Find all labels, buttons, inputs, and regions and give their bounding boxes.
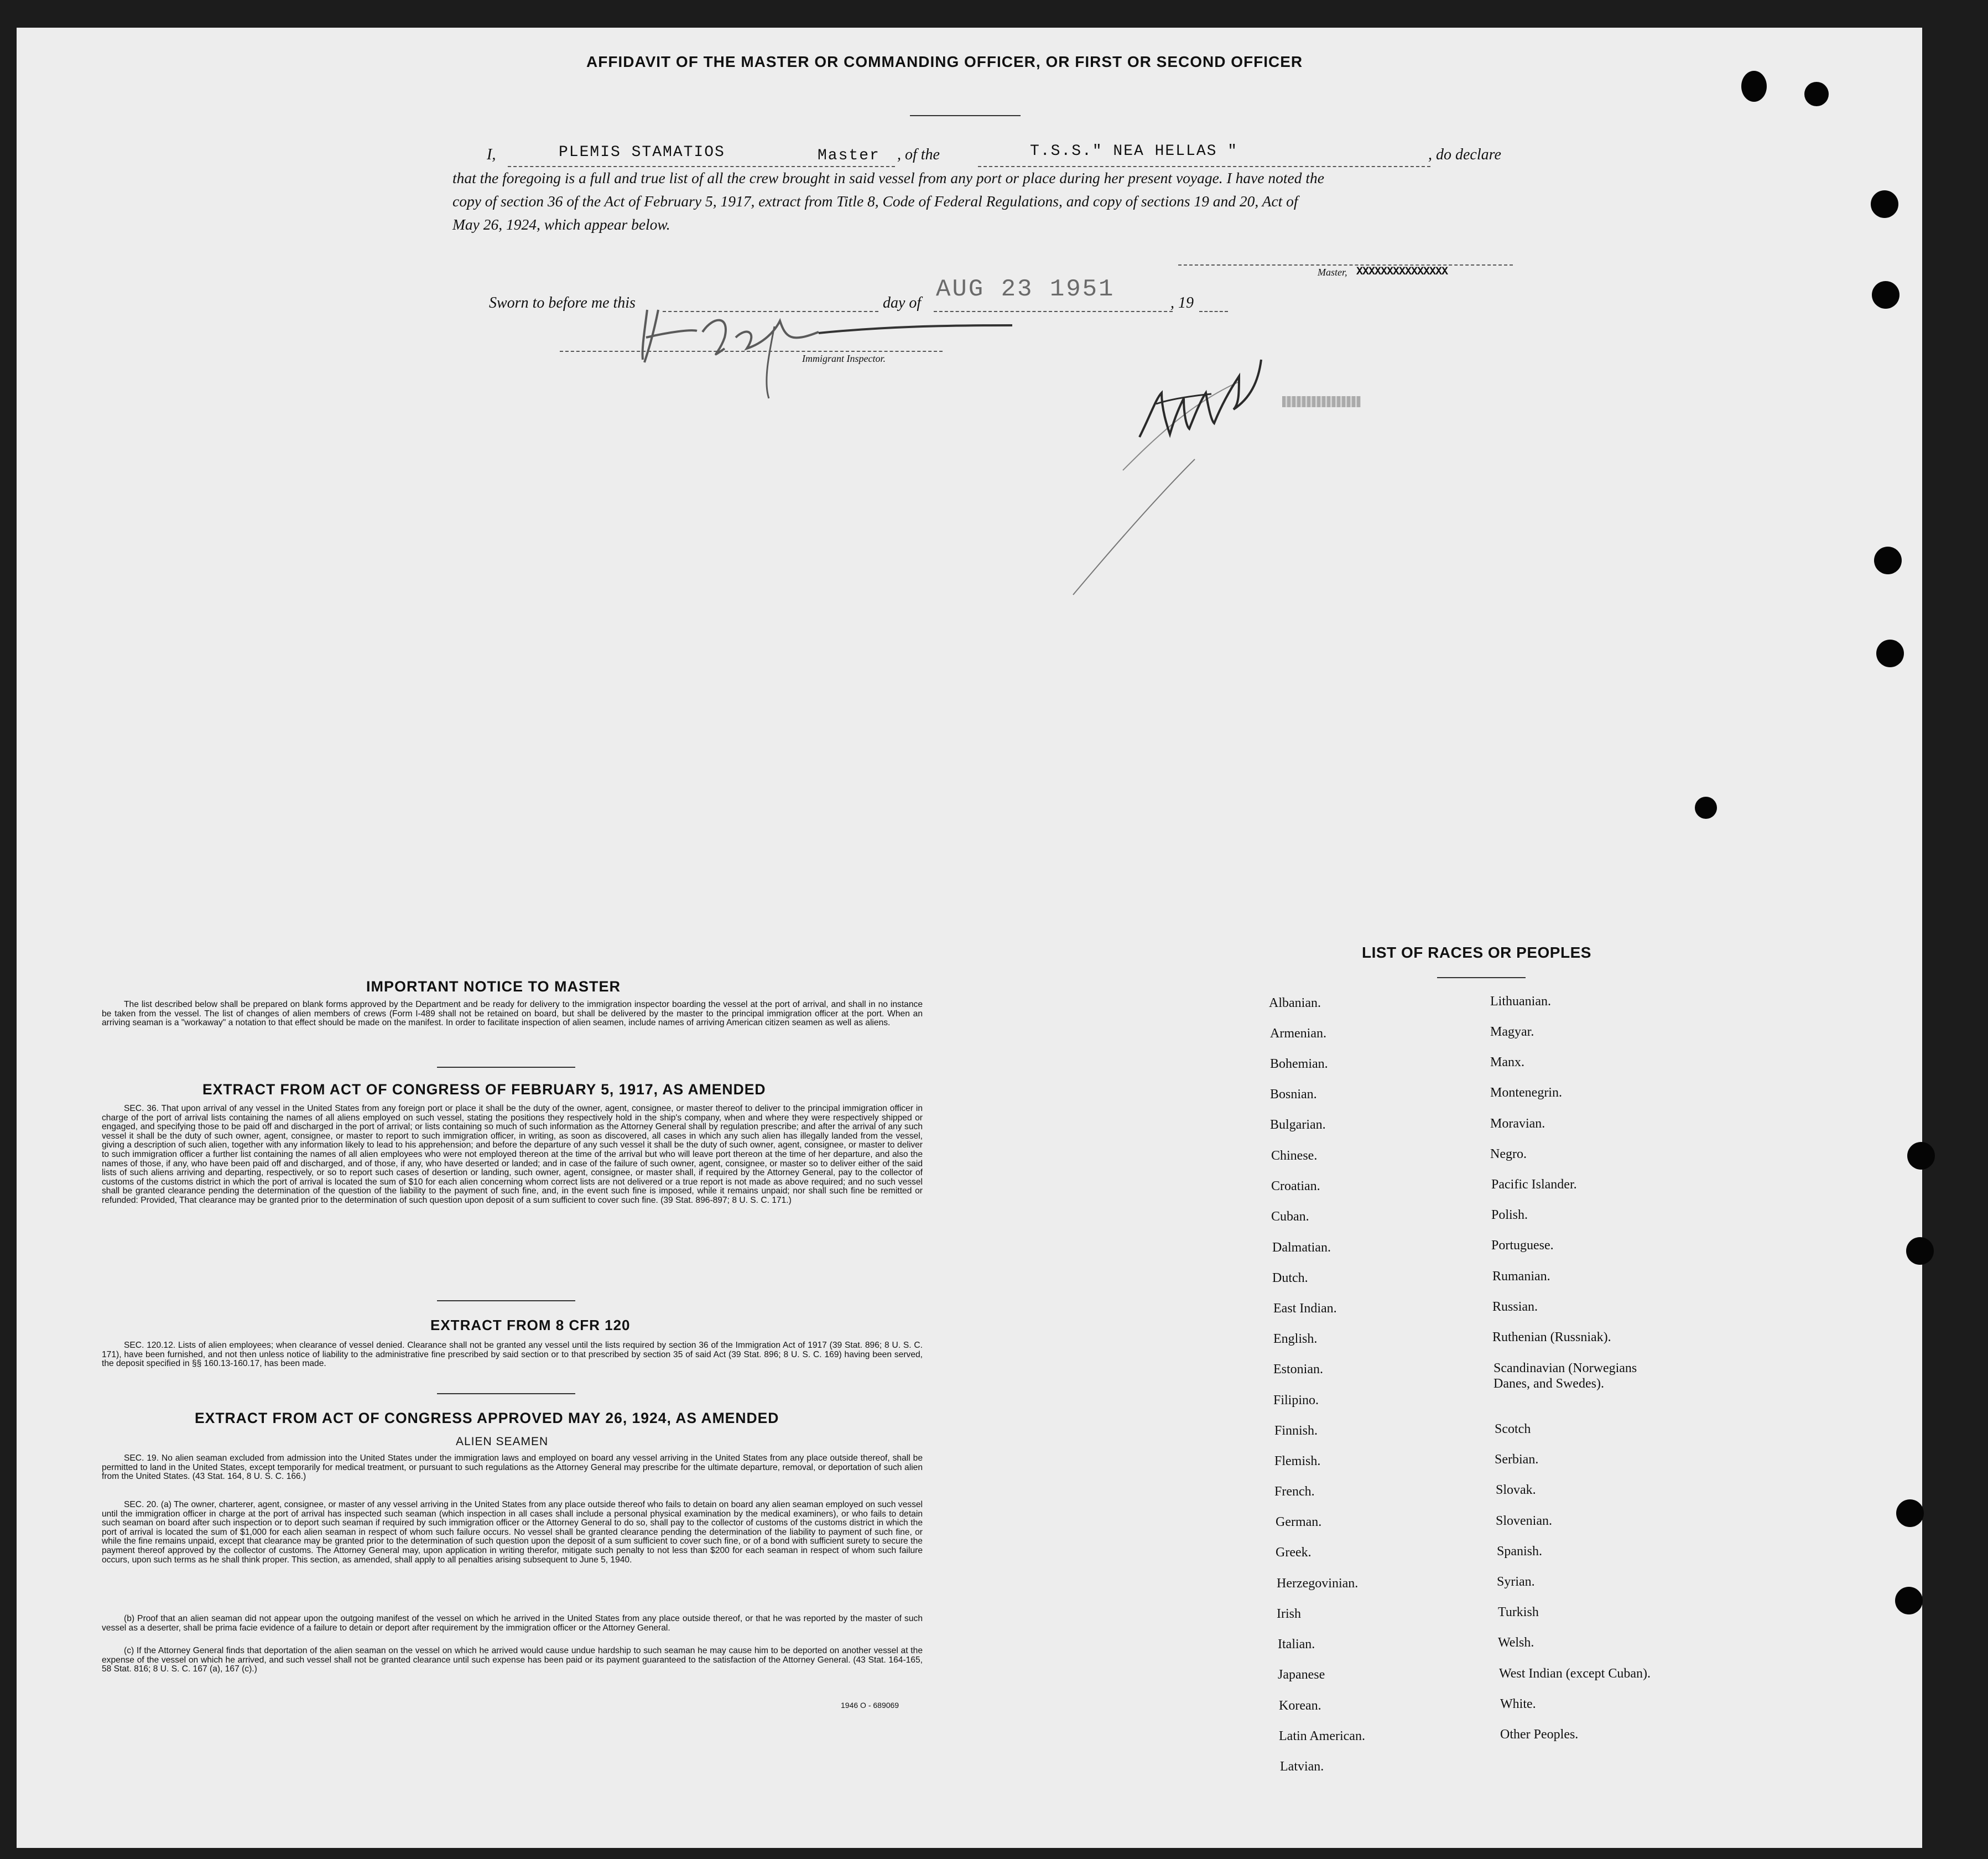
punch-hole (1896, 1499, 1924, 1527)
print-code: 1946 O - 689069 (841, 1701, 899, 1710)
master-name: PLEMIS STAMATIOS (559, 144, 725, 161)
of-the-label: , of the (897, 146, 940, 163)
race-item: Slovak. (1496, 1483, 1536, 1497)
race-item: Bohemian. (1270, 1057, 1328, 1071)
title-divider (910, 115, 1021, 116)
race-item: Filipino. (1273, 1393, 1319, 1408)
race-item: Rumanian. (1492, 1269, 1550, 1284)
race-item: Dalmatian. (1272, 1240, 1331, 1255)
race-item: Moravian. (1490, 1117, 1545, 1131)
race-item: Ruthenian (Russniak). (1492, 1330, 1611, 1344)
sec20b-body: (b) Proof that an alien seaman did not appear upon the outgoing manifest of the vessel on which he arrived in the United States from any place outside thereof, or that he was reported by the master of such vessel as a deserter, shall be prima facie evidence of a failure to detain or deport after requirement by the immigration officer or the Attorney General. (102, 1614, 923, 1633)
race-item: Albanian. (1269, 996, 1321, 1010)
extract-1924-title: EXTRACT FROM ACT OF CONGRESS APPROVED MAY 26, 1924, AS AMENDED (195, 1410, 779, 1426)
race-item: Syrian. (1497, 1575, 1535, 1589)
race-item: Finnish. (1274, 1424, 1318, 1438)
sec19-body: SEC. 19. No alien seaman excluded from admission into the United States under the immigration laws and employed on board any vessel arriving in the United States from any place outside thereof, shall be permitted to land in the United States, except temporarily for medical treatment, or pursuant to such regulations as the Attorney General may prescribe for the ultimate departure, removal, or deportation of such alien from the United States. (43 Stat. 164, 8 U. S. C. 166.) (102, 1453, 923, 1482)
race-item: Armenian. (1270, 1026, 1326, 1041)
date-stamp: AUG 23 1951 (936, 276, 1115, 303)
sworn-label: Sworn to before me this (489, 294, 636, 311)
race-item: Montenegrin. (1490, 1086, 1562, 1100)
race-item: Bulgarian. (1270, 1118, 1326, 1132)
do-declare-label: , do declare (1428, 146, 1501, 163)
race-item: Dutch. (1272, 1271, 1308, 1285)
prefix-i: I, (487, 146, 496, 163)
year-label: , 19 (1170, 294, 1194, 311)
extract-1917-title: EXTRACT FROM ACT OF CONGRESS OF FEBRUARY 5, 1917, AS AMENDED (202, 1081, 766, 1098)
inspector-label: Immigrant Inspector. (802, 353, 886, 364)
race-item: Negro. (1490, 1147, 1527, 1161)
alien-seamen-subtitle: ALIEN SEAMEN (456, 1435, 549, 1448)
vessel-underline (978, 166, 1430, 167)
race-item: English. (1273, 1332, 1318, 1346)
vessel-name: T.S.S." NEA HELLAS " (1030, 143, 1238, 160)
race-item: East Indian. (1273, 1301, 1337, 1316)
punch-hole (1874, 547, 1902, 574)
race-item: Estonian. (1273, 1362, 1323, 1377)
master-signature-scrawl (1073, 332, 1339, 598)
race-item: Turkish (1498, 1605, 1539, 1619)
race-item: Portuguese. (1491, 1238, 1554, 1253)
race-item: Greek. (1276, 1545, 1312, 1560)
race-item: Japanese (1278, 1668, 1325, 1682)
inspector-signature-scrawl (636, 299, 1023, 409)
day-of-label: day of (883, 294, 922, 311)
race-item: Croatian. (1271, 1179, 1320, 1193)
master-struck-text: XXXXXXXXXXXXXXX (1356, 266, 1448, 278)
race-item: Latvian. (1280, 1759, 1324, 1774)
race-item: Serbian. (1495, 1452, 1539, 1467)
races-divider (1437, 977, 1526, 978)
race-item: Irish (1277, 1607, 1301, 1621)
race-item: Scotch (1495, 1422, 1531, 1436)
master-rank: Master (818, 147, 880, 164)
race-item: Pacific Islander. (1491, 1177, 1577, 1192)
extract-cfr-title: EXTRACT FROM 8 CFR 120 (430, 1317, 631, 1333)
punch-hole (1895, 1587, 1923, 1614)
extract-cfr-body: SEC. 120.12. Lists of alien employees; when clearance of vessel denied. Clearance shall not be granted any vessel until the lists required by section 36 of the Immigration Act of 1917 (39 Stat. 896; 8 U. S. C. 171), have been furnished, and not then unless notice of liability to the administrative fine prescribed by said section or to that prescribed by section 35 of said Act (39 Stat. 896; 8 U. S. C. 169) having been served, the deposit specified in §§ 160.13-160.17, has been made. (102, 1341, 923, 1369)
race-item: Korean. (1279, 1699, 1321, 1713)
punch-hole (1695, 797, 1717, 819)
punch-hole (1872, 281, 1899, 309)
race-item: Spanish. (1497, 1544, 1543, 1559)
punch-hole (1871, 190, 1898, 218)
punch-hole (1907, 1142, 1935, 1170)
sec20c-body: (c) If the Attorney General finds that deportation of the alien seaman on the vessel on which he arrived would cause undue hardship to such seaman he may cause him to be deported on another vessel at the expense of the vessel on which he arrived, and such vessel shall not be granted clearance until such expense has been paid or its payment guaranteed to the satisfaction of the Attorney General. (43 Stat. 164-165, 58 Stat. 816; 8 U. S. C. 167 (a), 167 (c).) (102, 1646, 923, 1674)
declaration-line-4: May 26, 1924, which appear below. (452, 216, 670, 233)
race-item: Welsh. (1498, 1635, 1534, 1650)
notice-title: IMPORTANT NOTICE TO MASTER (366, 978, 621, 995)
race-item: Magyar. (1490, 1025, 1534, 1039)
punch-hole (1876, 640, 1904, 667)
race-item: West Indian (except Cuban). (1499, 1666, 1651, 1681)
punch-hole (1906, 1237, 1934, 1265)
race-item: White. (1500, 1697, 1536, 1711)
declaration-line-1 (487, 146, 496, 164)
race-item: Italian. (1278, 1637, 1315, 1652)
year-line (1199, 311, 1228, 312)
master-signature-line (1178, 264, 1513, 266)
name-underline (508, 166, 895, 167)
race-item: German. (1276, 1515, 1322, 1529)
punch-hole (1804, 82, 1829, 106)
race-item: Slovenian. (1496, 1514, 1552, 1528)
race-item: Flemish. (1274, 1454, 1321, 1468)
master-signature-label: Master, (1318, 267, 1347, 278)
declaration-line-2: that the foregoing is a full and true list of all the crew brought in said vessel from any port or place during her present voyage. I have noted the (452, 169, 1324, 186)
extract-cfr-divider (437, 1393, 575, 1394)
race-item: Scandinavian (Norwegians Danes, and Swedes). (1493, 1361, 1637, 1391)
race-item: Lithuanian. (1490, 994, 1551, 1009)
race-item: Chinese. (1271, 1149, 1318, 1163)
extract-1917-body: SEC. 36. That upon arrival of any vessel in the United States from any foreign port or place it shall be the duty of the owner, agent, consignee, or master thereof to deliver to the principal immigration officer in charge of the port of arrival lists containing the names of all aliens employed on such vessel, stating the positions they respectively hold in the ship's company, when and where they were respectively shipped or engaged, and specifying those to be paid off and discharged in the port of arrival; or lists containing so much of such information as the Attorney General shall by regulation prescribe; and after the arrival of any such vessel it shall be the duty of such owner, agent, consignee, or master to report to such immigration officer, in writing, as soon as discovered, all cases in which any such alien has illegally landed from the vessel, giving a description of such alien, together with any information likely to lead to his apprehension; and before the departure of any such vessel it shall be the duty of such owner, agent, consignee, or master to deliver to such immigration officer a further list containing the names of all alien employees who were not employed thereon at the time of the arrival but who will leave port thereon at the time of her departure, and also the names of those, if any, who have been paid off and discharged, and of those, if any, who have deserted or landed; and in case of the failure of such owner, agent, consignee, or master so to deliver either of the said lists of such aliens arriving and departing, respectively, or so to report such cases of desertion or landing, such owner, agent, consignee, or master shall, if required by the Attorney General, pay to the collector of customs of the customs district in which the port of arrival is located the sum of $10 for each alien concerning whom correct lists are not delivered or a true report is not made as above required; and no such vessel shall be granted clearance pending the determination of the question of the liability to the payment of such fine, and, in the event such fine is imposed, while it remains unpaid; nor shall such fine be remitted or refunded: Provided, That clearance may be granted prior to the determination of such question upon deposit of a sum sufficient to cover such fine. (39 Stat. 896-897; 8 U. S. C. 171.) (102, 1104, 923, 1205)
affidavit-title: AFFIDAVIT OF THE MASTER OR COMMANDING OFFICER, OR FIRST OR SECOND OFFICER (586, 53, 1303, 70)
declaration-line-3: copy of section 36 of the Act of February 5, 1917, extract from Title 8, Code of Federal Regulations, and copy of sections 19 and 20, Act of (452, 193, 1298, 210)
race-item: Cuban. (1271, 1209, 1309, 1224)
punch-hole (1741, 71, 1767, 102)
sec20a-body: SEC. 20. (a) The owner, charterer, agent, consignee, or master of any vessel arriving in the United States from any place outside thereof who fails to detain on board any alien seaman employed on such vessel until the immigration officer in charge at the port of arrival has inspected such seaman (which inspection in all cases shall include a personal physical examination by the medical examiners), or who fails to detain such seaman on board after such inspection or to deport such seaman if required by such immigration officer or the Attorney General to do so, shall pay to the collector of customs of the customs district in which the port of arrival is located the sum of $1,000 for each alien seaman in respect of whom such failure occurs. No vessel shall be granted clearance pending the determination of the liability to payment of such fine, or while the fine remains unpaid, except that clearance may be granted prior to the determination of such question upon the deposit of a sum sufficient to cover such fine, or of a bond with sufficient surety to secure the payment thereof approved by the collector of customs. The Attorney General may, upon application in writing therefor, mitigate such penalty to not less than $200 for each seaman in respect of whom such failure occurs, upon such terms as he shall think proper. This section, as amended, shall apply to all penalties arising subsequent to June 5, 1940. (102, 1500, 923, 1565)
race-item: Latin American. (1279, 1729, 1365, 1743)
races-title: LIST OF RACES OR PEOPLES (1362, 944, 1591, 961)
faded-stamp (1282, 396, 1361, 407)
race-item: Herzegovinian. (1277, 1576, 1359, 1591)
extract-1917-divider (437, 1300, 575, 1301)
notice-divider (437, 1067, 575, 1068)
race-item: Other Peoples. (1500, 1727, 1579, 1742)
race-item: Polish. (1491, 1208, 1528, 1222)
race-item: Manx. (1490, 1055, 1524, 1069)
race-item: Bosnian. (1270, 1087, 1317, 1102)
notice-body: The list described below shall be prepared on blank forms approved by the Department and be ready for delivery to the immigration inspector boarding the vessel at the port of arrival, and shall in no instance be taken from the vessel. The list of changes of alien members of crews (Form I-489 shall not be retained on board, but shall be delivered by the master to the principal immigration officer at the port. When an arriving seaman is a "workaway" a notation to that effect should be made on the manifest. In order to facilitate inspection of alien seamen, include names of arriving American citizen seamen as well as aliens. (102, 1000, 923, 1028)
race-item: Russian. (1492, 1300, 1538, 1314)
race-item: French. (1274, 1484, 1315, 1499)
